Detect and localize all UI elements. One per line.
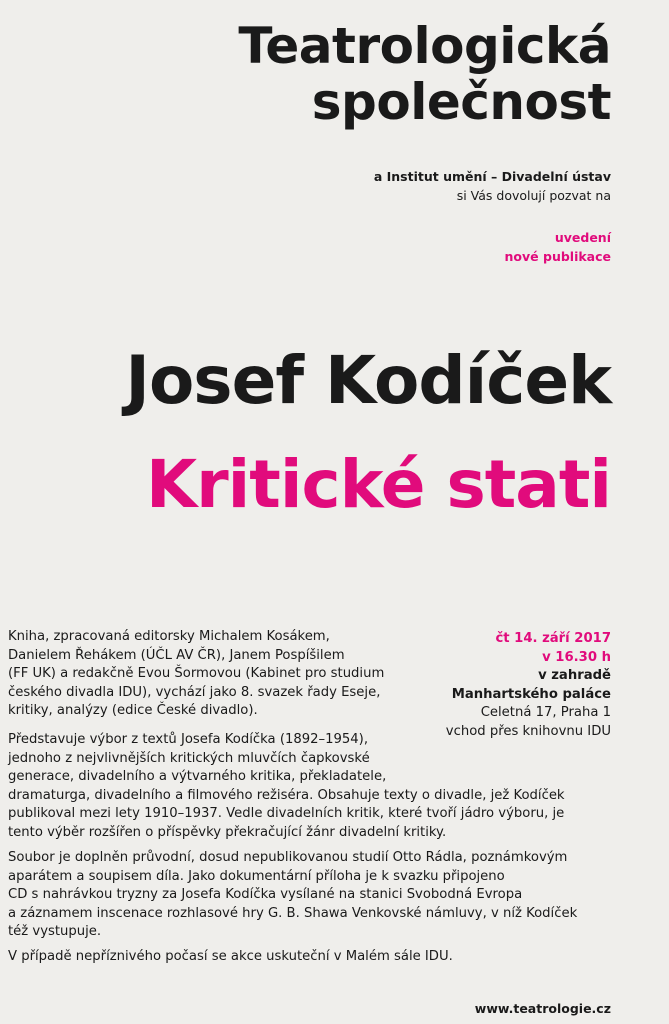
event-type-line-2: nové publikace	[504, 249, 611, 264]
event-details	[446, 630, 611, 742]
text-line: V případě nepříznivého počasí se akce uskuteční v Malém sále IDU.	[8, 949, 453, 964]
text-line: aparátem a soupisem díla. Jako dokumentární příloha je k svazku připojeno	[8, 868, 505, 884]
text-line: kritiky, analýzy (edice České divadlo).	[8, 703, 258, 719]
text-line: též vystupuje.	[8, 924, 102, 940]
organization-title	[238, 18, 611, 130]
website-link[interactable]: www.teatrologie.cz	[474, 1001, 611, 1016]
text-line: publikoval mezi lety 1910–1937. Vedle divadelních kritik, které tvoří jádro výboru, je	[8, 806, 565, 822]
text-line: Kniha, zpracovaná editorsky Michalem Kosákem,	[8, 629, 330, 644]
event-address: Celetná 17, Praha 1	[480, 705, 611, 721]
partner-line: a Institut umění – Divadelní ústav	[373, 169, 611, 184]
event-place-line-2: Manhartského paláce	[451, 686, 611, 702]
paragraph-about-content	[8, 731, 565, 843]
text-line: Danielem Řehákem (ÚČL AV ČR), Janem Pospíšilem	[8, 647, 345, 663]
event-time: v 16.30 h	[542, 649, 611, 665]
text-line: Představuje výbor z textů Josefa Kodíčka (1892–1954),	[8, 732, 369, 747]
event-date: čt 14. září 2017	[495, 631, 611, 646]
paragraph-about-supplements	[8, 849, 577, 942]
text-line: Soubor je doplněn průvodní, dosud nepublikovanou studií Otto Rádla, poznámkovým	[8, 850, 568, 865]
text-line: jednoho z nejvlivnějších kritických mluvčích čapkovské	[8, 750, 370, 766]
organization-title-line-1: Teatrologická	[238, 17, 611, 75]
organization-title-line-2: společnost	[311, 73, 611, 131]
event-entrance: vchod přes knihovnu IDU	[445, 723, 611, 739]
text-line: (FF UK) a redakčně Evou Šormovou (Kabinet pro studium	[8, 666, 385, 682]
event-type-line-1: uvedení	[554, 230, 611, 245]
paragraph-weather-note	[8, 948, 453, 967]
text-line: tento výběr rozšířen o příspěvky překračující žánr divadelní kritiky.	[8, 824, 447, 840]
invitation-line: si Vás dovolují pozvat na	[456, 188, 611, 203]
author-name: Josef Kodíček	[125, 342, 611, 419]
text-line: českého divadla IDU), vychází jako 8. svazek řady Eseje,	[8, 684, 381, 700]
text-line: a záznamem inscenace rozhlasové hry G. B. Shawa Venkovské námluvy, v níž Kodíček	[8, 905, 578, 921]
text-line: dramaturga, divadelního a filmového režiséra. Obsahuje texty o divadle, jež Kodíček	[8, 787, 565, 803]
text-line: CD s nahrávkou tryzny za Josefa Kodíčka vysílané na stanici Svobodná Evropa	[8, 887, 523, 903]
paragraph-about-book	[8, 628, 384, 721]
book-title: Kritické stati	[145, 446, 611, 523]
text-line: generace, divadelního a výtvarného kritika, překladatele,	[8, 769, 387, 785]
event-place-line-1: v zahradě	[538, 668, 611, 684]
